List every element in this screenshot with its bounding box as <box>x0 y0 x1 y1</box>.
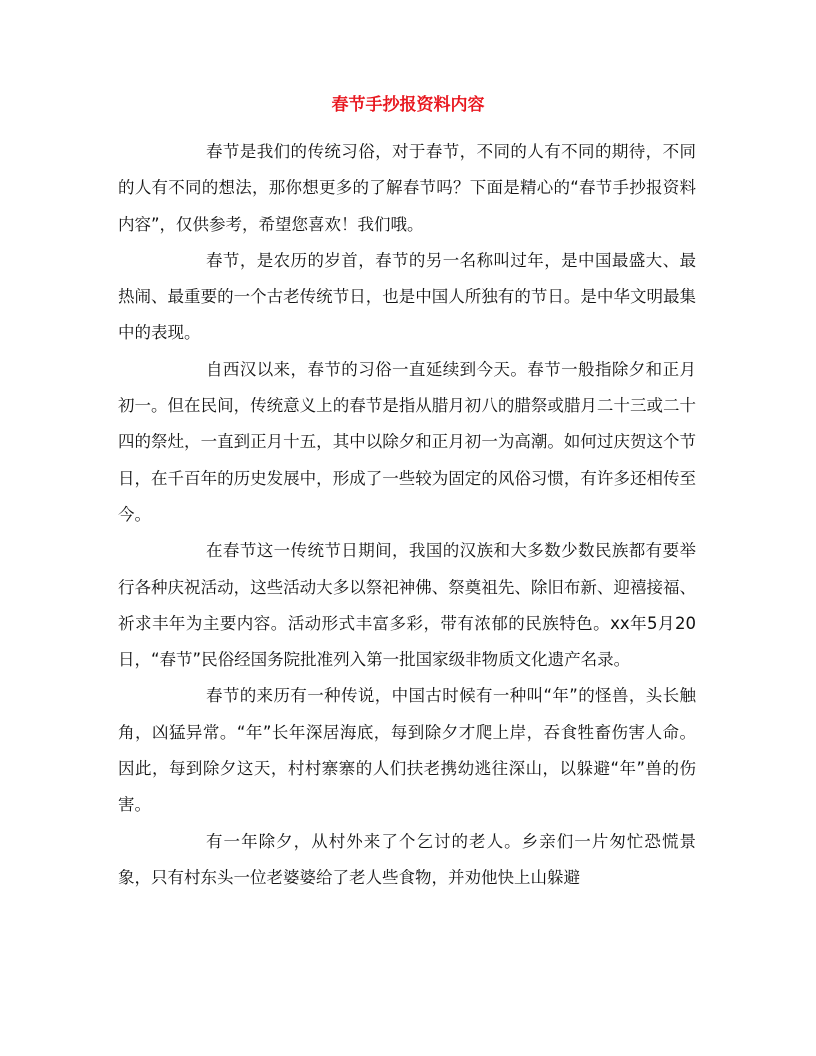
paragraph-story: 有一年除夕，从村外来了个乞讨的老人。乡亲们一片匆忙恐慌景象，只有村东头一位老婆婆给了老人些食物，并劝他快上山躲避 <box>118 831 696 887</box>
paragraph-history: 自西汉以来，春节的习俗一直延续到今天。春节一般指除夕和正月初一。但在民间，传统意义上的春节是指从腊月初八的腊祭或腊月二十三或二十四的祭灶，一直到正月十五，其中以除夕和正月初一为高潮。如何过庆贺这个节日，在千百年的历史发展中，形成了一些较为固定的风俗习惯，有许多还相传至今。 <box>118 359 696 524</box>
paragraph-legend: 春节的来历有一种传说，中国古时候有一种叫“年”的怪兽，头长触角，凶猛异常。“年”长年深居海底，每到除夕才爬上岸，吞食牲畜伤害人命。因此，每到除夕这天，村村寨寨的人们扶老携幼逃往深山，以躲避“年”兽的伤害。 <box>118 686 696 815</box>
document-body <box>118 134 696 896</box>
paragraph-definition: 春节，是农历的岁首，春节的另一名称叫过年，是中国最盛大、最热闹、最重要的一个古老传统节日，也是中国人所独有的节日。是中华文明最集中的表现。 <box>118 250 696 343</box>
paragraph-intro: 春节是我们的传统习俗，对于春节，不同的人有不同的期待，不同的人有不同的想法，那你想更多的了解春节吗？下面是精心的“春节手抄报资料内容”，仅供参考，希望您喜欢！我们哦。 <box>118 142 696 234</box>
document-title: 春节手抄报资料内容 <box>331 95 485 115</box>
paragraph-customs: 在春节这一传统节日期间，我国的汉族和大多数少数民族都有要举行各种庆祝活动，这些活动大多以祭祀神佛、祭奠祖先、除旧布新、迎禧接福、祈求丰年为主要内容。活动形式丰富多彩，带有浓郁的民族特色。xx年5月20日，“春节”民俗经国务院批准列入第一批国家级非物质文化遗产名录。 <box>118 541 696 670</box>
